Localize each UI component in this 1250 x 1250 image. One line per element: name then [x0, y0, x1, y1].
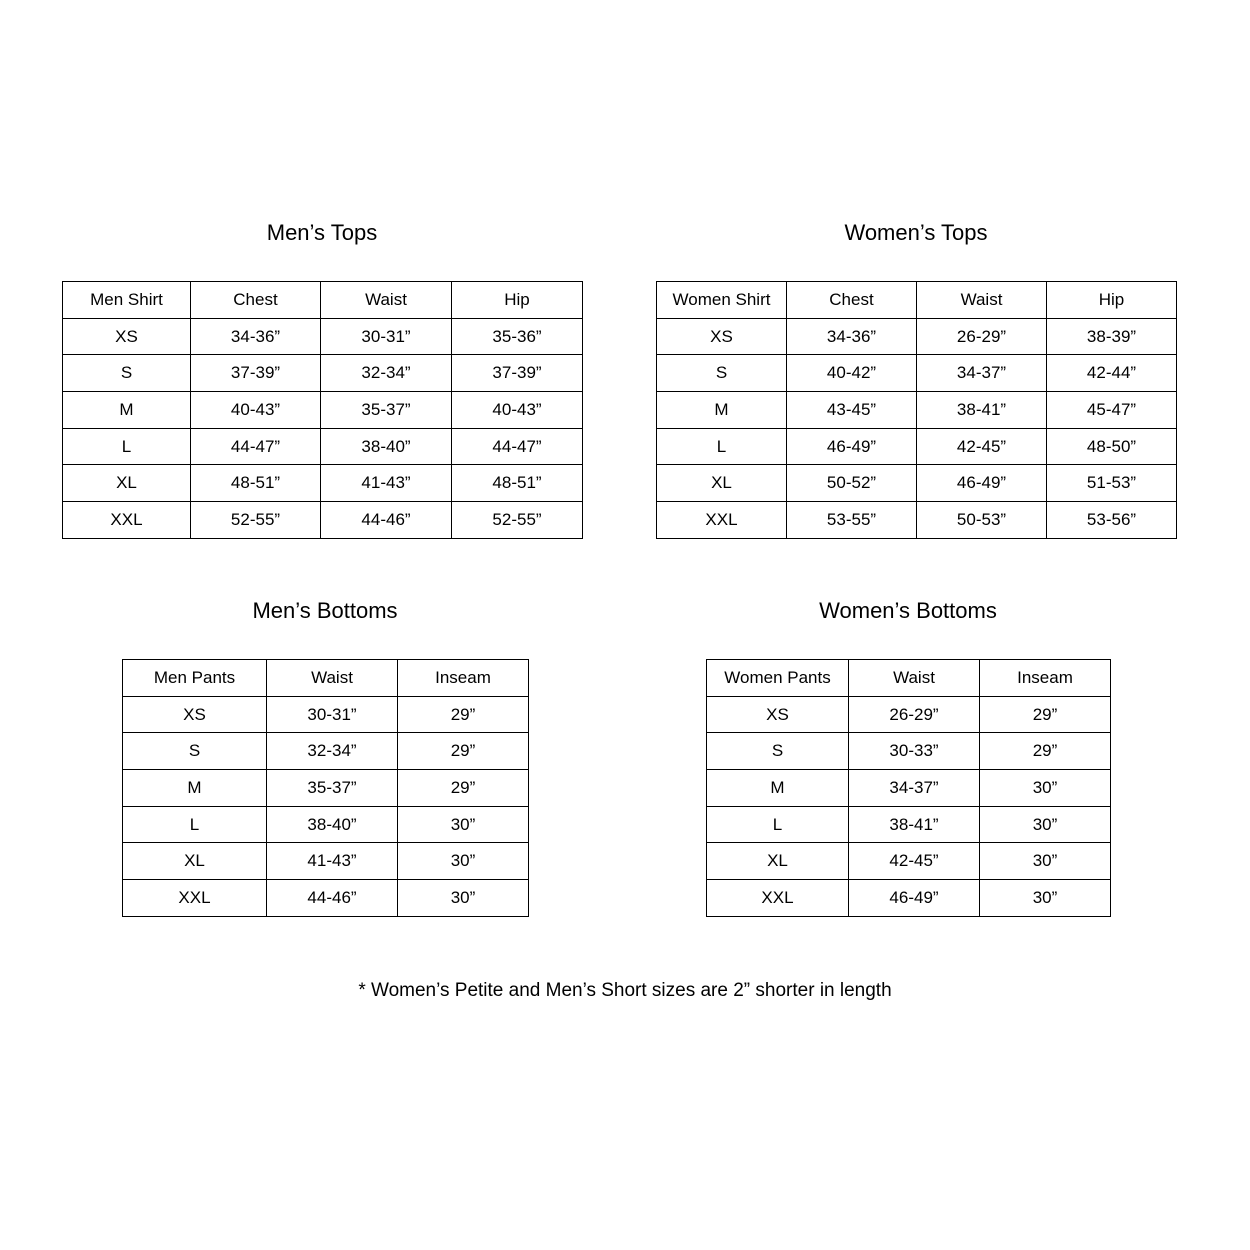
table-cell: 29” — [980, 696, 1111, 733]
column-header: Men Pants — [123, 660, 267, 697]
table-row — [707, 806, 1111, 843]
table-cell: XS — [63, 318, 191, 355]
table-cell: 44-47” — [191, 428, 321, 465]
column-header: Men Shirt — [63, 282, 191, 319]
table-cell: 29” — [980, 733, 1111, 770]
table-cell: XXL — [123, 880, 267, 917]
table-cell: L — [63, 428, 191, 465]
table-row — [63, 428, 583, 465]
column-header: Chest — [191, 282, 321, 319]
table-cell: 30” — [980, 843, 1111, 880]
table-cell: 43-45” — [787, 392, 917, 429]
table-cell: XL — [707, 843, 849, 880]
table-cell: 30” — [398, 843, 529, 880]
table-cell: S — [123, 733, 267, 770]
table-cell: 30” — [980, 770, 1111, 807]
table-cell: 30-31” — [267, 696, 398, 733]
table-cell: 41-43” — [321, 465, 452, 502]
table-cell: 44-47” — [452, 428, 583, 465]
mens-tops-size-table — [62, 281, 583, 539]
table-cell: 40-42” — [787, 355, 917, 392]
table-cell: 29” — [398, 770, 529, 807]
table-cell: L — [123, 806, 267, 843]
table-cell: 29” — [398, 733, 529, 770]
table-cell: XXL — [63, 502, 191, 539]
womens-tops-size-table — [656, 281, 1177, 539]
column-header: Waist — [321, 282, 452, 319]
column-header: Chest — [787, 282, 917, 319]
table-row — [123, 806, 529, 843]
table-cell: 35-37” — [267, 770, 398, 807]
table-cell: S — [657, 355, 787, 392]
table-cell: 34-37” — [917, 355, 1047, 392]
table-cell: 50-53” — [917, 502, 1047, 539]
table-cell: M — [707, 770, 849, 807]
table-cell: 52-55” — [191, 502, 321, 539]
table-cell: 37-39” — [191, 355, 321, 392]
table-row — [707, 843, 1111, 880]
table-cell: 30-31” — [321, 318, 452, 355]
size-note: * Women’s Petite and Men’s Short sizes are 2” shorter in length — [358, 980, 892, 1001]
column-header: Hip — [452, 282, 583, 319]
mens-tops-title: Men’s Tops — [266, 220, 378, 245]
table-cell: XL — [657, 465, 787, 502]
womens-bottoms-title: Women’s Bottoms — [819, 598, 997, 623]
table-cell: 53-55” — [787, 502, 917, 539]
table-row — [707, 696, 1111, 733]
table-cell: 48-50” — [1047, 428, 1177, 465]
column-header: Inseam — [398, 660, 529, 697]
column-header: Women Shirt — [657, 282, 787, 319]
table-cell: 30” — [398, 806, 529, 843]
mens-bottoms-title: Men’s Bottoms — [252, 598, 398, 623]
table-row — [657, 318, 1177, 355]
table-cell: 34-36” — [787, 318, 917, 355]
table-row — [657, 502, 1177, 539]
table-cell: XL — [123, 843, 267, 880]
table-cell: 35-37” — [321, 392, 452, 429]
table-cell: XS — [123, 696, 267, 733]
table-cell: S — [707, 733, 849, 770]
table-cell: 42-44” — [1047, 355, 1177, 392]
table-cell: L — [657, 428, 787, 465]
table-cell: 46-49” — [917, 465, 1047, 502]
table-cell: 38-39” — [1047, 318, 1177, 355]
column-header: Waist — [267, 660, 398, 697]
table-row — [63, 392, 583, 429]
column-header: Women Pants — [707, 660, 849, 697]
table-cell: 38-40” — [321, 428, 452, 465]
mens-bottoms-size-table — [122, 659, 529, 917]
table-cell: XS — [657, 318, 787, 355]
table-cell: 53-56” — [1047, 502, 1177, 539]
table-row — [123, 880, 529, 917]
table-cell: 41-43” — [267, 843, 398, 880]
table-cell: M — [123, 770, 267, 807]
table-cell: 34-36” — [191, 318, 321, 355]
table-cell: M — [657, 392, 787, 429]
table-row — [657, 392, 1177, 429]
table-row — [707, 733, 1111, 770]
womens-bottoms-size-table — [706, 659, 1111, 917]
table-cell: 30” — [980, 880, 1111, 917]
table-cell: 40-43” — [191, 392, 321, 429]
table-cell: XL — [63, 465, 191, 502]
table-cell: XS — [707, 696, 849, 733]
table-cell: XXL — [657, 502, 787, 539]
column-header: Inseam — [980, 660, 1111, 697]
table-cell: 26-29” — [917, 318, 1047, 355]
table-row — [123, 843, 529, 880]
table-cell: 30-33” — [849, 733, 980, 770]
table-cell: 50-52” — [787, 465, 917, 502]
table-row — [657, 428, 1177, 465]
table-cell: 26-29” — [849, 696, 980, 733]
table-cell: M — [63, 392, 191, 429]
table-row — [657, 465, 1177, 502]
table-cell: 40-43” — [452, 392, 583, 429]
table-cell: 32-34” — [321, 355, 452, 392]
table-cell: 44-46” — [321, 502, 452, 539]
womens-tops-title: Women’s Tops — [844, 220, 988, 245]
table-cell: XXL — [707, 880, 849, 917]
column-header: Waist — [917, 282, 1047, 319]
table-row — [657, 355, 1177, 392]
table-cell: 35-36” — [452, 318, 583, 355]
table-row — [63, 355, 583, 392]
table-row — [63, 318, 583, 355]
column-header: Waist — [849, 660, 980, 697]
table-cell: 42-45” — [917, 428, 1047, 465]
table-header-row — [63, 282, 583, 319]
table-cell: 46-49” — [787, 428, 917, 465]
table-cell: S — [63, 355, 191, 392]
table-cell: 34-37” — [849, 770, 980, 807]
table-row — [123, 733, 529, 770]
table-cell: 38-41” — [849, 806, 980, 843]
table-cell: L — [707, 806, 849, 843]
table-row — [707, 770, 1111, 807]
table-cell: 52-55” — [452, 502, 583, 539]
table-row — [707, 880, 1111, 917]
table-cell: 29” — [398, 696, 529, 733]
table-cell: 51-53” — [1047, 465, 1177, 502]
table-cell: 38-40” — [267, 806, 398, 843]
table-header-row — [707, 660, 1111, 697]
table-cell: 38-41” — [917, 392, 1047, 429]
table-row — [63, 502, 583, 539]
table-cell: 30” — [398, 880, 529, 917]
table-row — [123, 696, 529, 733]
column-header: Hip — [1047, 282, 1177, 319]
table-cell: 48-51” — [191, 465, 321, 502]
table-header-row — [657, 282, 1177, 319]
table-row — [123, 770, 529, 807]
table-cell: 30” — [980, 806, 1111, 843]
table-cell: 32-34” — [267, 733, 398, 770]
table-cell: 48-51” — [452, 465, 583, 502]
table-cell: 42-45” — [849, 843, 980, 880]
table-cell: 46-49” — [849, 880, 980, 917]
table-row — [63, 465, 583, 502]
table-header-row — [123, 660, 529, 697]
table-cell: 44-46” — [267, 880, 398, 917]
table-cell: 45-47” — [1047, 392, 1177, 429]
table-cell: 37-39” — [452, 355, 583, 392]
